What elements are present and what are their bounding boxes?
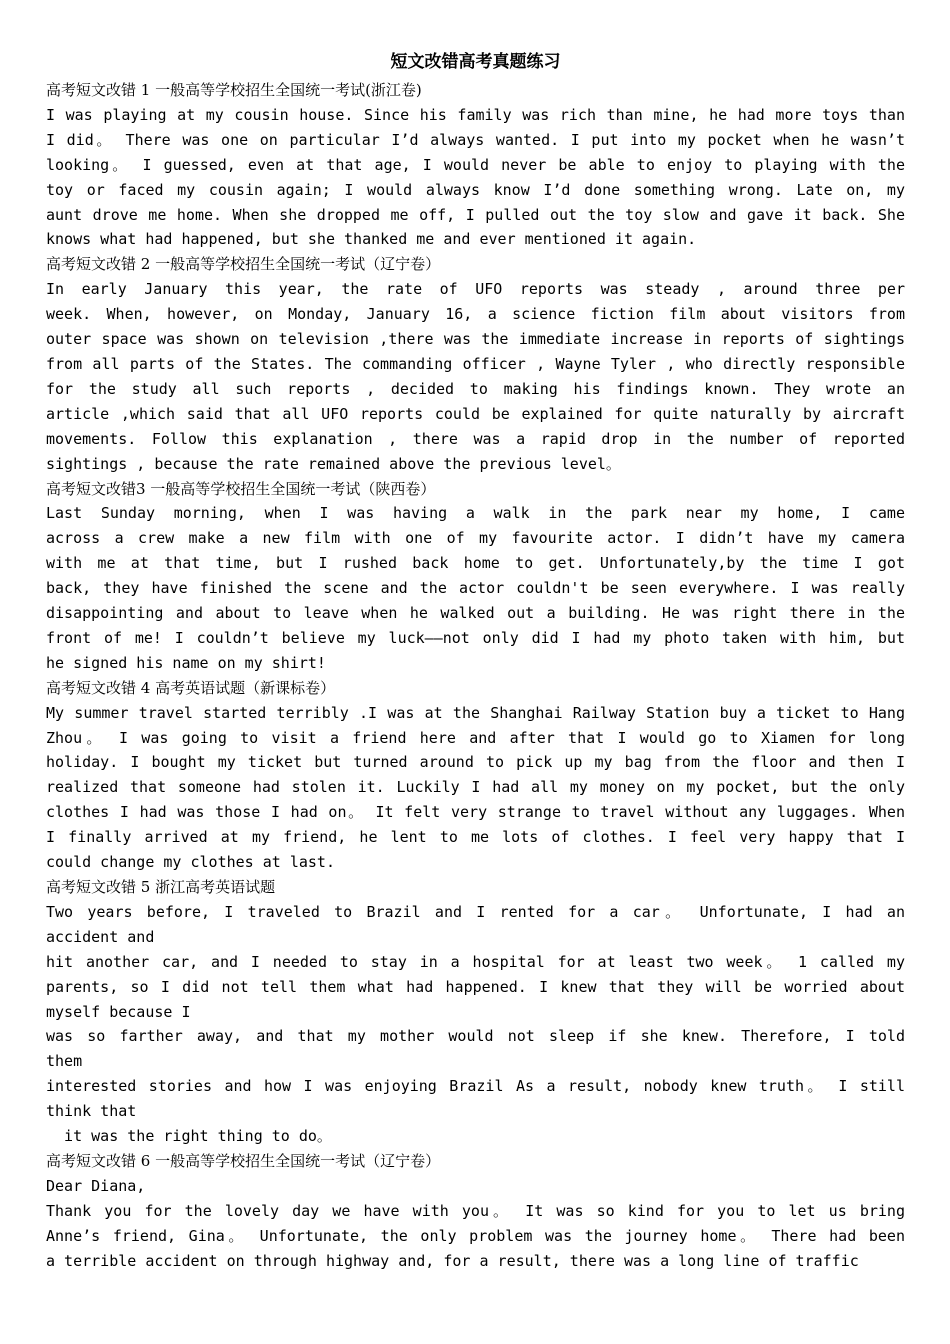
text-line: movements. Follow this explanation , there was a rapid drop in the number of reported — [46, 429, 905, 448]
text-line: I was playing at my cousin house. Since his family was rich than mine, he had more toys than — [46, 105, 905, 124]
section-paragraph — [46, 900, 905, 1149]
text-line: sightings , because the rate remained above the previous level。 — [46, 454, 621, 473]
text-line: interested stories and how I was enjoying Brazil As a result, nobody knew truth。 I still — [46, 1077, 905, 1096]
section-paragraph — [46, 701, 905, 875]
text-line: looking。 I guessed, even at that age, I would never be able to enjoy to playing with the — [46, 155, 905, 174]
text-line: Last Sunday morning, when I was having a walk in the park near my home, I came — [46, 504, 905, 523]
text-line: a terrible accident on through highway and, for a result, there was a long line of traffic — [46, 1251, 859, 1270]
text-line: Zhou。 I was going to visit a friend here and after that I would go to Xiamen for long — [46, 728, 905, 747]
text-line: Thank you for the lovely day we have with you。 It was so kind for you to let us bring — [46, 1201, 905, 1220]
text-line: myself because I — [46, 1002, 191, 1021]
text-line: clothes I had was those I had on。 It felt very strange to travel without any luggages. When — [46, 803, 905, 822]
text-line: knows what had happened, but she thanked me and ever mentioned it again. — [46, 230, 697, 249]
text-line: My summer travel started terribly .I was at the Shanghai Railway Station buy a ticket to Hang — [46, 703, 905, 722]
text-line: from all parts of the States. The commanding officer , Wayne Tyler , who directly responsible — [46, 354, 905, 373]
text-line: In early January this year, the rate of UFO reports was steady , around three per — [46, 280, 905, 299]
text-line: Dear Diana, — [46, 1176, 146, 1195]
text-line: aunt drove me home. When she dropped me off, I pulled out the toy slow and gave it back. She — [46, 205, 905, 224]
text-line: for the study all such reports , decided to making his findings known. They wrote an — [46, 379, 905, 398]
text-line: them — [46, 1052, 83, 1071]
text-line: accident and — [46, 927, 155, 946]
text-line: Two years before, I traveled to Brazil and I rented for a car。 Unfortunate, I had an — [46, 902, 905, 921]
text-line: realized that someone had stolen it. Luckily I had all my money on my pocket, but the only — [46, 778, 905, 797]
text-line: holiday. I bought my ticket but turned around to pick up my bag from the floor and then I — [46, 753, 905, 772]
section-heading: 高考短文改错 6 一般高等学校招生全国统一考试（辽宁卷） — [46, 1151, 441, 1170]
section-heading: 高考短文改错3 一般高等学校招生全国统一考试（陕西卷） — [46, 479, 436, 498]
text-line: I did。 There was one on particular I’d always wanted. I put into my pocket when he wasn’t — [46, 130, 905, 149]
text-line: across a crew make a new film with one of my favourite actor. I didn’t have my camera — [46, 529, 905, 548]
text-line: toy or faced my cousin again; I would always know I’d done something wrong. Late on, my — [46, 180, 905, 199]
section-heading: 高考短文改错 4 高考英语试题（新课标卷） — [46, 678, 336, 697]
text-line: it was the right thing to do。 — [46, 1127, 332, 1146]
text-line: could change my clothes at last. — [46, 853, 335, 872]
text-line: article ,which said that all UFO reports could be explained for quite naturally by aircraft — [46, 404, 905, 423]
text-line: front of me! I couldn’t believe my luck——not only did I had my photo taken with him, but — [46, 628, 905, 647]
text-line: parents, so I did not tell them what had happened. I knew that they will be worried about — [46, 977, 905, 996]
text-line: back, they have finished the scene and the actor couldn't be seen everywhere. I was really — [46, 579, 905, 598]
section-heading: 高考短文改错 1 一般高等学校招生全国统一考试(浙江卷) — [46, 81, 422, 99]
text-line: was so farther away, and that my mother would not sleep if she knew. Therefore, I told — [46, 1027, 905, 1046]
text-line: with me at that time, but I rushed back home to get. Unfortunately,by the time I got — [46, 554, 905, 573]
text-line: disappointing and about to leave when he walked out a building. He was right there in the — [46, 604, 905, 623]
text-line: Anne’s friend, Gina。 Unfortunate, the only problem was the journey home。 There had been — [46, 1226, 905, 1245]
text-line: week. When, however, on Monday, January 16, a science fiction film about visitors from — [46, 305, 905, 324]
section-paragraph — [46, 277, 905, 476]
document-body — [46, 78, 905, 1274]
section-heading: 高考短文改错 2 一般高等学校招生全国统一考试（辽宁卷） — [46, 255, 441, 274]
text-line: he signed his name on my shirt! — [46, 653, 326, 672]
text-line: think that — [46, 1102, 137, 1121]
section-paragraph — [46, 501, 905, 675]
text-line: I finally arrived at my friend, he lent to me lots of clothes. I feel very happy that I — [46, 828, 905, 847]
section-paragraph — [46, 103, 905, 252]
page-title: 短文改错高考真题练习 — [390, 52, 561, 72]
text-line: outer space was shown on television ,there was the immediate increase in reports of sightings — [46, 330, 905, 349]
section-heading: 高考短文改错 5 浙江高考英语试题 — [46, 878, 276, 896]
section-paragraph — [46, 1174, 905, 1274]
text-line: hit another car, and I needed to stay in a hospital for at least two week。 1 called my — [46, 952, 905, 971]
